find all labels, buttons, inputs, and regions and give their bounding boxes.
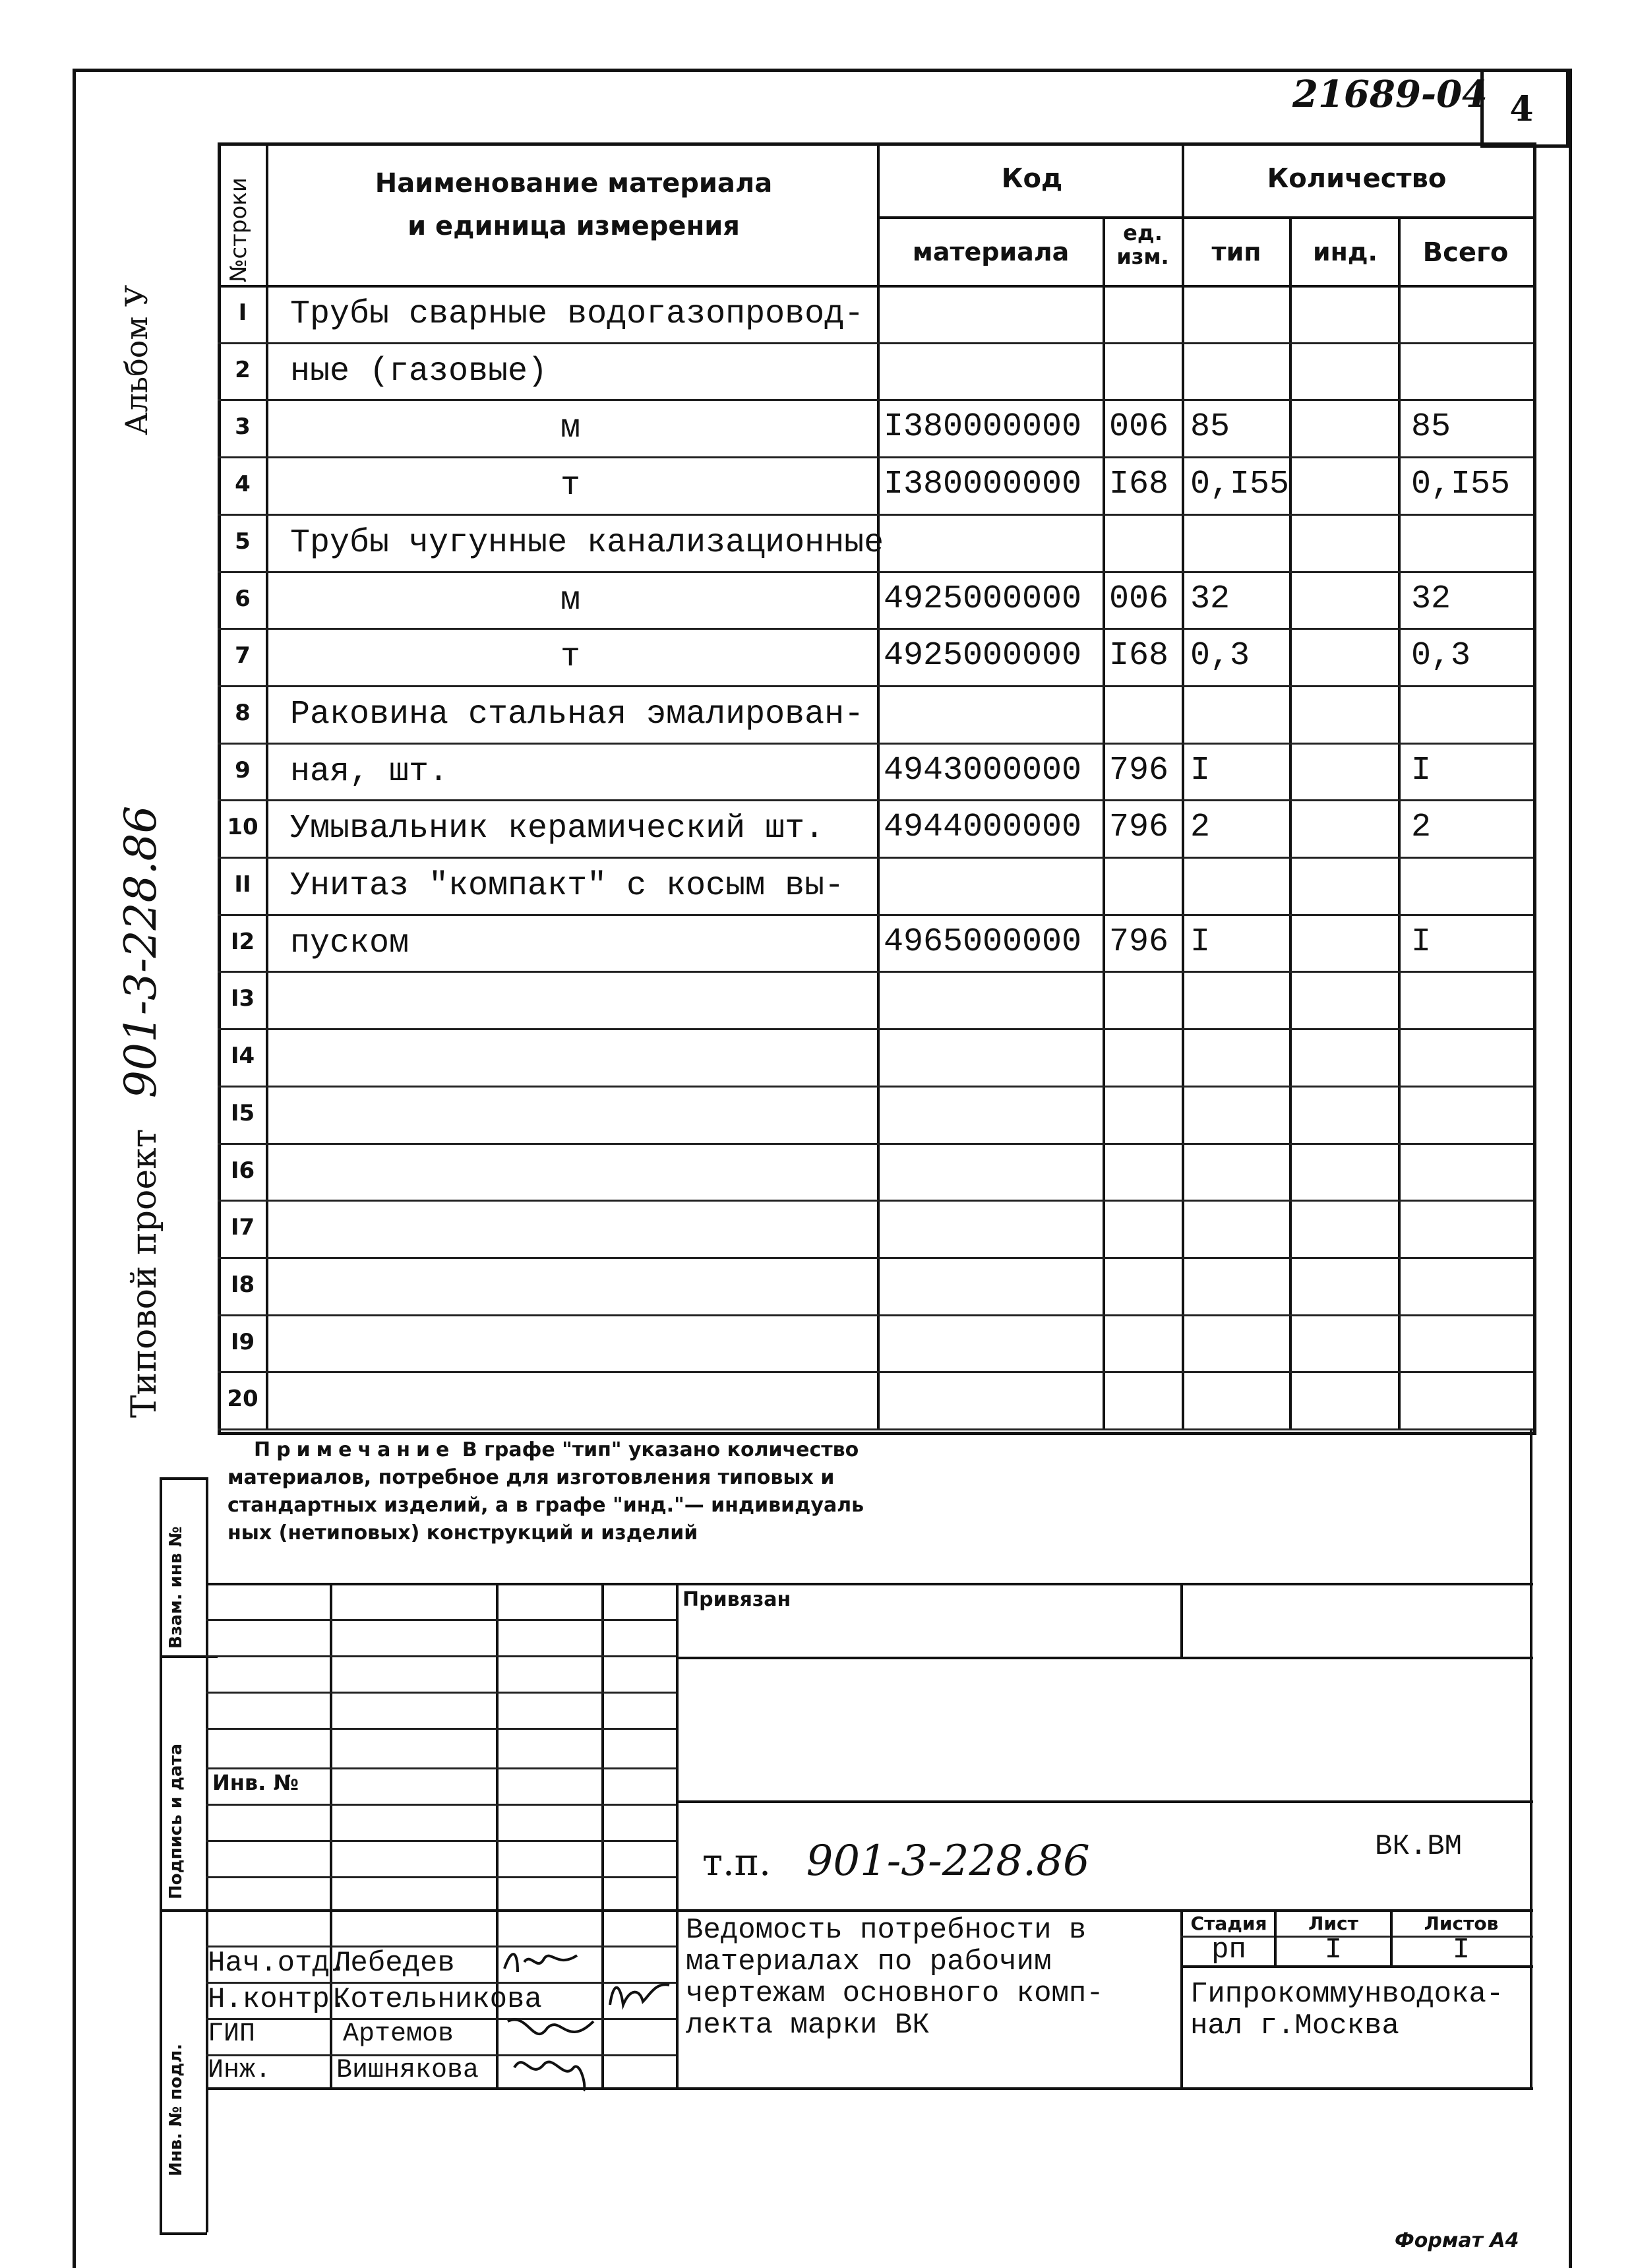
row-number: 7	[235, 642, 251, 669]
note-text-1: В графе "тип" указано количество	[462, 1438, 859, 1461]
row-type: 32	[1190, 580, 1230, 618]
side-inv-podl: Инв. № подл.	[166, 2043, 186, 2176]
tp-code-line	[702, 1837, 1090, 1885]
privyazan-label: Привязан	[682, 1588, 791, 1611]
row-line	[218, 1143, 1533, 1145]
tb-line	[206, 1692, 676, 1694]
signature-lebedev	[498, 1942, 597, 1978]
row-number: I6	[230, 1157, 255, 1184]
tb-line	[206, 1728, 676, 1730]
row-number: 20	[227, 1386, 258, 1413]
header-name-2: и единица измерения	[408, 211, 740, 241]
row-number: I8	[230, 1271, 255, 1298]
row-unit: 006	[1109, 580, 1169, 618]
col-line	[877, 142, 880, 1428]
album-label: Альбом У	[119, 284, 154, 435]
row-name: Раковина стальная эмалирован-	[290, 695, 864, 733]
row-line	[218, 571, 1533, 573]
page-number: 4	[1509, 89, 1534, 129]
tb-line	[206, 1876, 676, 1878]
col-line	[1103, 216, 1105, 1428]
row-number: I4	[230, 1043, 255, 1070]
project-prefix: Типовой проект	[125, 1128, 164, 1418]
note-line-1	[227, 1436, 1217, 1464]
row-unit: 006	[1109, 408, 1169, 446]
row-line	[218, 1428, 1533, 1430]
row-name: м	[560, 410, 580, 448]
row-line	[218, 399, 1533, 401]
row-number: 5	[235, 528, 251, 555]
header-type: тип	[1211, 237, 1261, 266]
organization	[1190, 1978, 1503, 2042]
row-line	[218, 1086, 1533, 1088]
project-code: 901-3-228.86	[115, 805, 166, 1099]
row-total: 2	[1411, 809, 1432, 847]
row-line	[218, 971, 1533, 973]
signature-vishnyakova	[508, 2048, 600, 2094]
header-quantity: Количество	[1267, 164, 1447, 194]
row-number: 8	[235, 699, 251, 726]
row-total: 0,I55	[1411, 466, 1511, 504]
tb-line	[676, 1800, 1533, 1803]
stage-value: рп	[1211, 1934, 1246, 1967]
tb-line	[206, 1909, 1533, 1912]
staff-role: Инж.	[208, 2056, 272, 2085]
row-number: I7	[230, 1214, 255, 1241]
inv-no-label: Инв. №	[212, 1770, 299, 1795]
row-code: 4925000000	[884, 637, 1082, 675]
mark-code: ВК.ВМ	[1375, 1830, 1463, 1863]
side-stamp-line	[206, 1477, 208, 2232]
tb-line	[206, 2087, 1533, 2090]
note-line-4: ных (нетиповых) конструкций и изделий	[227, 1521, 698, 1545]
header-rownum: №строки	[226, 177, 252, 282]
row-number: I	[238, 299, 247, 326]
row-code: I380000000	[884, 466, 1082, 504]
header-unit: ед. изм.	[1116, 220, 1169, 269]
row-number: 3	[235, 414, 251, 441]
row-line	[218, 685, 1533, 687]
row-total: 32	[1411, 580, 1451, 618]
header-total: Всего	[1422, 237, 1509, 268]
row-number: I3	[230, 985, 255, 1012]
row-unit: 796	[1109, 809, 1169, 847]
tb-line	[206, 1655, 676, 1657]
row-line	[218, 628, 1533, 630]
note-line-2: материалов, потребное для изготовления типовых и	[227, 1466, 835, 1489]
col-line	[266, 142, 268, 1428]
col-line	[1289, 216, 1292, 1428]
tb-line	[206, 1619, 676, 1621]
row-number: 4	[235, 471, 251, 498]
row-unit: 796	[1109, 923, 1169, 961]
row-line	[218, 914, 1533, 916]
side-stamp-line	[160, 1477, 207, 1480]
description-line: лекта марки ВК	[686, 2009, 930, 2042]
row-total: 0,3	[1411, 637, 1471, 675]
row-unit: I68	[1109, 637, 1169, 675]
row-total: I	[1411, 923, 1432, 961]
row-name: Унитаз "компакт" с косым вы-	[290, 867, 845, 905]
row-type: 85	[1190, 408, 1230, 446]
side-podpis: Подпись и дата	[166, 1743, 186, 1899]
row-total: I	[1411, 751, 1432, 789]
staff-name: Вишнякова	[336, 2056, 479, 2085]
row-unit: 796	[1109, 751, 1169, 789]
row-line	[218, 342, 1533, 344]
sheets-label: Листов	[1424, 1913, 1499, 1934]
note-line-3: стандартных изделий, а в графе "инд."— индивидуаль	[227, 1494, 864, 1517]
row-total: 85	[1411, 408, 1451, 446]
row-line	[218, 1200, 1533, 1202]
row-line	[218, 743, 1533, 745]
tb-line	[1530, 1428, 1532, 2089]
row-number: I5	[230, 1099, 255, 1126]
row-number: II	[234, 871, 251, 898]
row-number: 6	[235, 585, 251, 612]
row-name: ная, шт.	[290, 752, 449, 791]
tp-prefix: т.п.	[702, 1841, 771, 1884]
sheet-label: Лист	[1308, 1913, 1358, 1934]
row-line	[218, 1371, 1533, 1373]
row-line	[218, 514, 1533, 516]
row-number: I9	[230, 1328, 255, 1355]
row-name: пуском	[290, 924, 409, 962]
sheet-value: I	[1324, 1934, 1343, 1967]
format-label: Формат А4	[1395, 2229, 1519, 2252]
row-type: I	[1190, 751, 1211, 789]
side-stamp-line	[160, 1477, 162, 2232]
description-line: материалах по рабочим	[686, 1946, 1052, 1978]
note-title: Примечание	[254, 1438, 456, 1461]
row-name: Трубы сварные водогазопровод-	[290, 295, 864, 333]
row-code: I380000000	[884, 408, 1082, 446]
row-number: I2	[230, 928, 255, 955]
document-number: 21689-04	[1292, 73, 1488, 116]
row-number: 10	[227, 814, 258, 841]
project-label	[115, 806, 166, 1418]
tb-line	[206, 1804, 676, 1806]
row-type: 0,I55	[1190, 466, 1290, 504]
row-name: Умывальник керамический шт.	[290, 810, 825, 848]
staff-name: Артемов	[343, 2019, 454, 2049]
sheets-value: I	[1452, 1934, 1470, 1967]
row-line	[218, 456, 1533, 458]
description-line: Ведомость потребности в	[686, 1914, 1087, 1947]
header-ind: инд.	[1312, 237, 1378, 266]
staff-role: Нач.отд.	[208, 1947, 348, 1980]
header-material: материала	[912, 237, 1070, 266]
organization-line: Гипрокоммунводока-	[1190, 1978, 1504, 2011]
row-name: Трубы чугунные канализационные	[290, 524, 884, 562]
row-type: 0,3	[1190, 637, 1250, 675]
tb-line	[206, 1840, 676, 1842]
header-line	[877, 216, 1533, 219]
tb-line	[206, 1583, 1533, 1585]
row-type: I	[1190, 923, 1211, 961]
row-unit: I68	[1109, 466, 1169, 504]
description	[686, 1915, 1104, 2041]
header-name-1: Наименование материала	[375, 168, 773, 199]
row-name: ные (газовые)	[290, 352, 548, 390]
staff-role: ГИП	[208, 2019, 256, 2049]
tb-line	[206, 1767, 676, 1769]
row-code: 4944000000	[884, 809, 1082, 847]
row-code: 4965000000	[884, 923, 1082, 961]
header-line	[218, 285, 1533, 288]
note-block	[227, 1436, 1217, 1547]
organization-line: нал г.Москва	[1190, 2009, 1399, 2042]
row-name: т	[560, 638, 580, 677]
row-line	[218, 799, 1533, 801]
row-code: 4925000000	[884, 580, 1082, 618]
staff-name: Лебедев	[333, 1947, 455, 1980]
tb-line	[676, 1657, 1533, 1659]
row-line	[218, 1314, 1533, 1316]
side-vzam: Взам. инв №	[166, 1526, 186, 1649]
row-line	[218, 1257, 1533, 1259]
tb-line	[1180, 1583, 1183, 1659]
side-stamp-line	[160, 2232, 207, 2235]
row-type: 2	[1190, 809, 1211, 847]
staff-role: Н.контр.	[208, 1983, 348, 2016]
header-code: Код	[1001, 164, 1063, 194]
col-line	[1398, 216, 1401, 1428]
row-line	[218, 1028, 1533, 1030]
col-line	[1182, 142, 1184, 1428]
staff-name: Котельникова	[333, 1983, 542, 2016]
tp-code: 901-3-228.86	[806, 1837, 1090, 1885]
row-line	[218, 857, 1533, 859]
row-name: т	[560, 467, 580, 505]
row-name: м	[560, 581, 580, 619]
row-code: 4943000000	[884, 751, 1082, 789]
row-number: 2	[235, 356, 251, 383]
stage-label: Стадия	[1190, 1913, 1267, 1934]
signature-kotelnikova	[603, 1975, 676, 2015]
row-number: 9	[235, 756, 251, 783]
description-line: чертежам основного комп-	[686, 1977, 1104, 2010]
